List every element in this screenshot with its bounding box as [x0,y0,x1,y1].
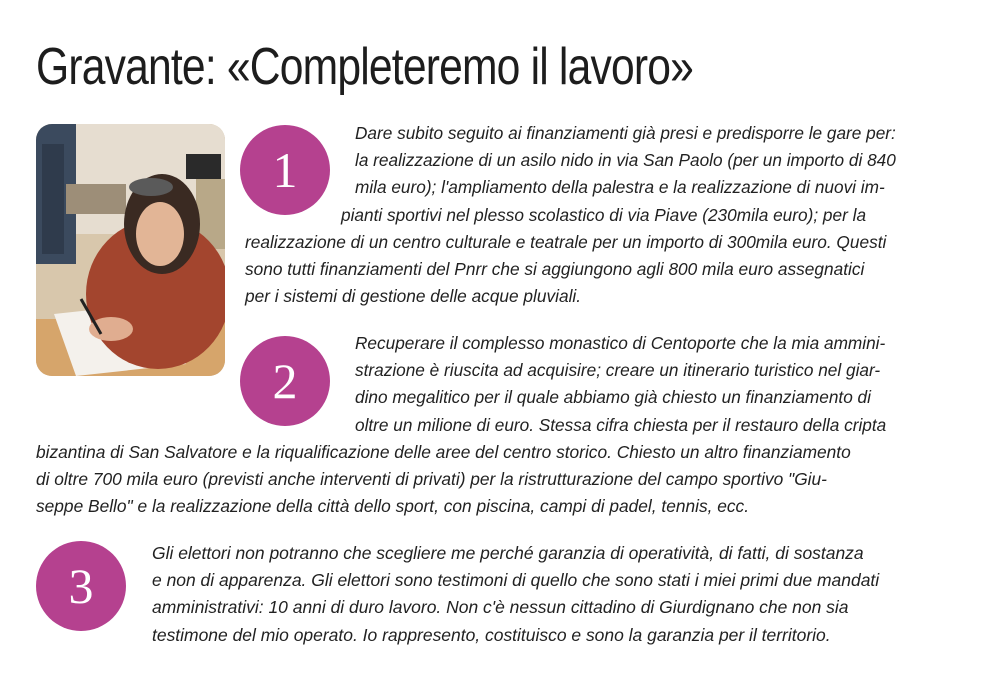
point-1-text [0,120,1000,310]
article-title: Gravante: «Completeremo il lavoro» [36,38,694,96]
point-2-text [0,330,1000,520]
point-2-badge: 2 [240,336,330,426]
text-line: bizantina di San Salvatore e la riqualificazione delle aree del centro storico. Chiesto un altro finanziamento [36,441,851,462]
text-line: dino megalitico per il quale abbiamo già chiesto un finanziamento di [355,387,871,408]
point-3-text [152,540,992,649]
text-line: di oltre 700 mila euro (previsti anche interventi di privati) per la ristrutturazione del campo sportivo "Giu- [36,469,827,490]
text-line: mila euro); l'ampliamento della palestra e la realizzazione di nuovi im- [355,177,885,198]
text-line: testimone del mio operato. Io rappresento, costituisco e sono la garanzia per il territorio. [152,624,831,645]
text-line: amministrativi: 10 anni di duro lavoro. Non c'è nessun cittadino di Giurdignano che non sia [152,597,849,618]
text-line: Dare subito seguito ai finanziamenti già presi e predisporre le gare per: [355,123,896,143]
text-line: Gli elettori non potranno che scegliere me perché garanzia di operatività, di fatti, di sostanza [152,543,864,563]
point-1-badge: 1 [240,125,330,215]
text-line: seppe Bello" e la realizzazione della città dello sport, con piscina, campi di padel, tennis, ecc. [36,496,750,517]
text-line: strazione è riuscita ad acquisire; creare un itinerario turistico nel giar- [355,360,881,381]
text-line: pianti sportivi nel plesso scolastico di via Piave (230mila euro); per la [341,204,867,225]
text-line: sono tutti finanziamenti del Pnrr che si aggiungono agli 800 mila euro assegnatici [245,259,865,280]
text-line: Recuperare il complesso monastico di Centoporte che la mia ammini- [355,333,886,353]
text-line: realizzazione di un centro culturale e teatrale per un importo di 300mila euro. Questi [245,231,887,252]
text-line: la realizzazione di un asilo nido in via San Paolo (per un importo di 840 [355,150,896,171]
text-line: e non di apparenza. Gli elettori sono testimoni di quello che sono stati i miei primi due mandati [152,570,880,591]
text-line: oltre un milione di euro. Stessa cifra chiesta per il restauro della cripta [355,414,887,435]
point-3-badge: 3 [36,541,126,631]
text-line: per i sistemi di gestione delle acque pluviali. [245,286,582,307]
